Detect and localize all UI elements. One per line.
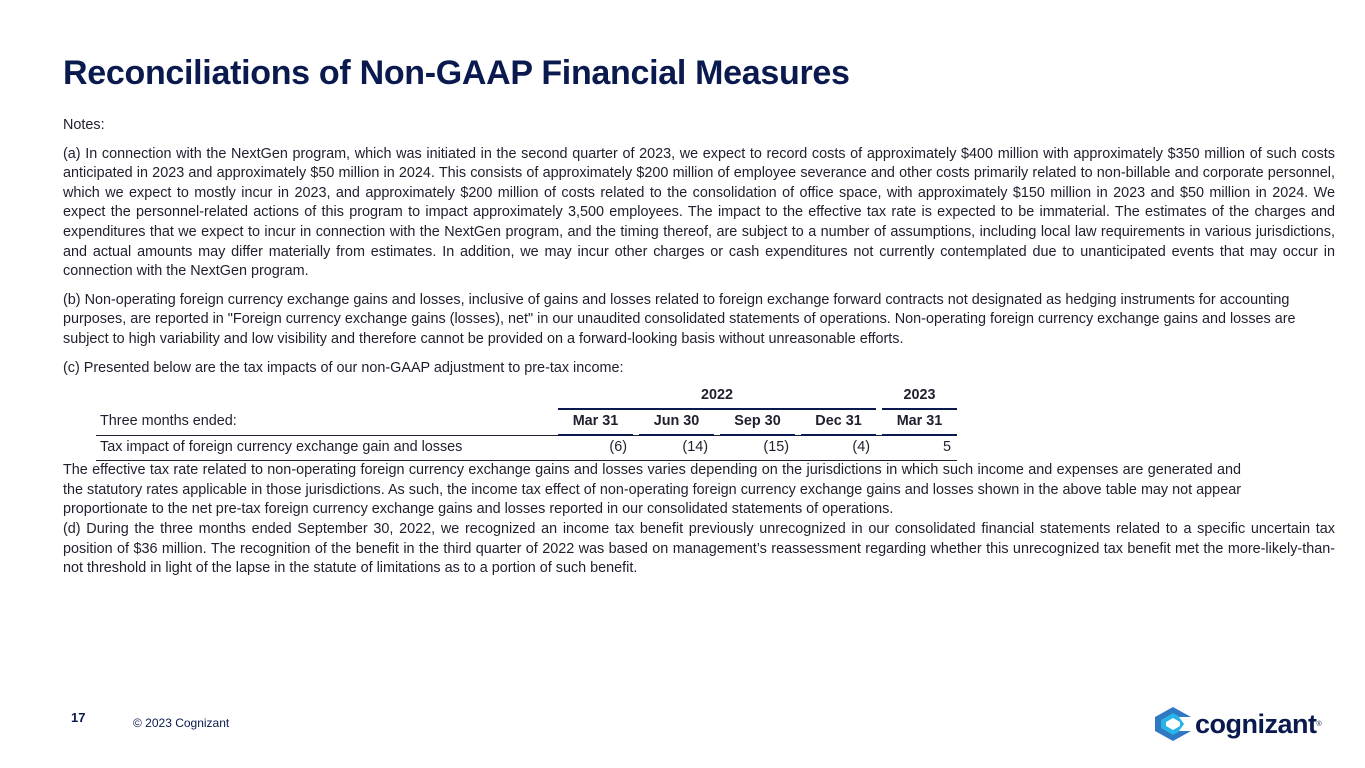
col-header: Mar 31 [882, 409, 957, 435]
col-header: Dec 31 [801, 409, 876, 435]
cognizant-logo-icon [1155, 707, 1191, 741]
notes-section [63, 116, 1335, 579]
col-header: Jun 30 [639, 409, 714, 435]
col-header: Sep 30 [720, 409, 795, 435]
row-header-label: Three months ended: [100, 413, 237, 430]
table-cell: (15) [720, 435, 795, 461]
page-title: Reconciliations of Non-GAAP Financial Measures [63, 54, 850, 92]
year-header-row [96, 384, 957, 409]
note-a: (a) In connection with the NextGen program, which was initiated in the second quarter of 2023, we expect to record costs of approximately $400 million with approximately $350 million of such costs anticipated in 2023 and approximately $50 million in 2024. This consists of approximately $200 million of employee severance and other costs primarily related to non-billable and corporate personnel, which we expect to mostly incur in 2023, and approximately $200 million of costs related to the consolidation of office space, with approximately $150 million in 2023 and $50 million in 2024. We expect the personnel-related actions of this program to impact approximately 3,500 employees. The impact to the effective tax rate is expected to be immaterial. The estimates of the charges and expenditures that we expect to incur in connection with the NextGen program, and the timing thereof, are subject to a number of assumptions, including local law requirements in various jurisdictions, and actual amounts may differ materially from estimates. In addition, we may incur other charges or cash expenditures not currently contemplated due to unanticipated events that may occur in connection with the NextGen program. [63, 145, 1335, 280]
tax-impact-table-wrap [96, 384, 1335, 461]
cognizant-logo [1155, 706, 1333, 742]
year-2022-header: 2022 [558, 384, 876, 409]
month-header-row [96, 409, 957, 435]
note-d: (d) During the three months ended September 30, 2022, we recognized an income tax benefit previously unrecognized in our consolidated financial statements related to a specific uncertain tax position of $36 million. The recognition of the benefit in the third quarter of 2022 was based on management’s reassessment regarding whether this unrecognized tax benefit met the more-likely-than-not threshold in light of the lapse in the statute of limitations as to a portion of such benefit. [63, 520, 1335, 577]
note-b: (b) Non-operating foreign currency exchange gains and losses, inclusive of gains and losses related to foreign exchange forward contracts not designated as hedging instruments for accounting purposes, are reported in "Foreign currency exchange gains (losses), net" in our unaudited consolidated statements of operations. Non-operating foreign currency exchange gains and losses are subject to high variability and low visibility and therefore cannot be provided on a forward-looking basis without unreasonable efforts. [63, 291, 1296, 347]
registered-mark: ® [1316, 720, 1322, 728]
table-row [96, 435, 957, 461]
table-cell: 5 [882, 435, 957, 461]
year-2023-header: 2023 [882, 384, 957, 409]
table-cell: (4) [801, 435, 876, 461]
note-c: (c) Presented below are the tax impacts of our non-GAAP adjustment to pre-tax income: [63, 359, 624, 376]
logo-wordmark: cognizant [1195, 708, 1317, 739]
note-c-explanation: The effective tax rate related to non-operating foreign currency exchange gains and losses varies depending on the jurisdictions in which such income and expenses are generated and the statutory rates applicable in those jurisdictions. As such, the income tax effect of non-operating foreign currency exchange gains and losses shown in the above table may not appear proportionate to the net pre-tax foreign currency exchange gains and losses reported in our consolidated statements of operations. [63, 462, 1241, 518]
copyright: © 2023 Cognizant [133, 716, 230, 730]
tax-impact-table [96, 384, 957, 461]
row-label: Tax impact of foreign currency exchange gain and losses [96, 435, 552, 461]
col-header: Mar 31 [558, 409, 633, 435]
table-cell: (6) [558, 435, 633, 461]
page-number: 17 [71, 710, 86, 725]
table-cell: (14) [639, 435, 714, 461]
notes-label: Notes: [63, 117, 105, 133]
